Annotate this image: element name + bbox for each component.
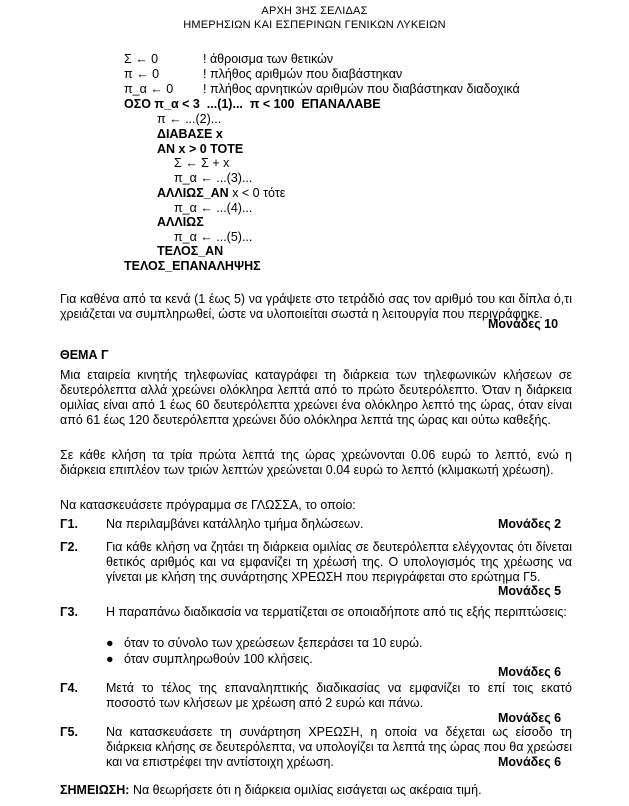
theme-paragraph-2: Σε κάθε κλήση τα τρία πρώτα λεπτά της ώρας χρεώνονται 0.06 ευρώ το λεπτό, ενώ η διάρκεια επιπλέον των τριών λεπτών χρεώνεται 0.04 ευρώ το λεπτό (κλιμακωτή χρέωση). xyxy=(60,448,572,477)
note xyxy=(60,783,600,798)
question-g5-marks: Μονάδες 6 xyxy=(498,755,562,769)
question-g3-bullet-2-text: όταν συμπληρωθούν 100 κλήσεις. xyxy=(124,652,313,666)
code-line-9: π_α ← ...(3)... xyxy=(174,171,253,185)
question-g3-bullet-1-text: όταν το σύνολο των χρεώσεων ξεπεράσει τα 10 ευρώ. xyxy=(124,636,423,650)
code-line-10-keyword: ΑΛΛΙΩΣ_ΑΝ xyxy=(157,186,229,200)
theme-paragraph-3: Να κατασκευάσετε πρόγραμμα σε ΓΛΩΣΣΑ, το οποίο: xyxy=(60,498,356,512)
code-line-2-comment: ! πλήθος αριθμών που διαβάστηκαν xyxy=(203,67,403,81)
page-header-line2: ΗΜΕΡΗΣΙΩΝ ΚΑΙ ΕΣΠΕΡΙΝΩΝ ΓΕΝΙΚΩΝ ΛΥΚΕΙΩΝ xyxy=(183,19,446,31)
code-line-15: ΤΕΛΟΣ_ΕΠΑΝΑΛΗΨΗΣ xyxy=(124,259,261,273)
question-g1-label: Γ1. xyxy=(60,517,78,531)
question-g5-label: Γ5. xyxy=(60,725,78,739)
question-g4-label: Γ4. xyxy=(60,681,78,695)
question-g1-marks: Μονάδες 2 xyxy=(498,517,562,531)
code-line-5: π ← ...(2)... xyxy=(157,112,222,126)
code-line-12: ΑΛΛΙΩΣ xyxy=(157,215,204,229)
bullet-dot-icon: ● xyxy=(106,652,114,666)
code-line-1-comment: ! άθροισμα των θετικών xyxy=(203,52,334,66)
code-line-10 xyxy=(157,186,285,201)
instruction-text: Για καθένα από τα κενά (1 έως 5) να γράψετε στο τετράδιό σας τον αριθμό του και δίπλα ό,τι χρειάζεται να συμπληρωθεί, ώστε να υλοποιείται σωστά η λειτουργία που περιγράφηκε. xyxy=(60,292,572,321)
page-header-line1: ΑΡΧΗ 3ΗΣ ΣΕΛΙΔΑΣ xyxy=(261,5,368,17)
question-g3-text: Η παραπάνω διαδικασία να τερματίζεται σε οποιαδήποτε από τις εξής περιπτώσεις: xyxy=(106,605,567,619)
bullet-dot-icon: ● xyxy=(106,636,114,650)
code-line-7: ΑΝ x > 0 ΤΟΤΕ xyxy=(157,142,244,156)
question-g4-text: Μετά το τέλος της επαναληπτικής διαδικασίας να εμφανίζει το επί τοις εκατό ποσοστό των κλήσεων με χρέωση από 2 ευρώ και πάνω. xyxy=(106,681,572,710)
question-g3-marks: Μονάδες 6 xyxy=(498,665,562,679)
code-line-13: π_α ← ...(5)... xyxy=(174,230,253,244)
question-g3-label: Γ3. xyxy=(60,605,78,619)
question-g1-text: Να περιλαμβάνει κατάλληλο τμήμα δηλώσεων. xyxy=(106,517,364,531)
question-g3-bullet-1 xyxy=(106,636,423,651)
question-g2-text: Για κάθε κλήση να ζητάει τη διάρκεια ομιλίας σε δευτερόλεπτα ελέγχοντας ότι δίνεται θετικός αριθμός και να εμφανίζει τη χρέωσή της. Ο υπολογισμός της χρέωσης να γίνεται με κλήση της συνάρτησης ΧΡΕΩΣΗ που περιγράφεται στο ερώτημα Γ5. xyxy=(106,540,572,584)
question-g3-bullet-2 xyxy=(106,652,313,667)
code-line-1-stmt: Σ ← 0 xyxy=(124,52,159,66)
code-line-3-stmt: π_α ← 0 xyxy=(124,82,174,96)
theme-paragraph-1: Μια εταιρεία κινητής τηλεφωνίας καταγράφει τη διάρκεια των τηλεφωνικών κλήσεων σε δευτερόλεπτα αλλά χρεώνει ολόκληρα λεπτά από το πρώτο δευτερόλεπτο. Όταν η διάρκεια ομιλίας είναι από 1 έως 60 δευτερόλεπτα χρεώνει ένα ολόκληρο λεπτό της ώρας, όταν είναι από 61 έως 120 δευτερόλεπτα χρεώνει δύο ολόκληρα λεπτά της ώρας και ούτω καθεξής. xyxy=(60,368,572,427)
code-line-14: ΤΕΛΟΣ_ΑΝ xyxy=(157,244,224,258)
question-g4-marks: Μονάδες 6 xyxy=(498,711,562,725)
question-g2-marks: Μονάδες 5 xyxy=(498,584,562,598)
note-label: ΣΗΜΕΙΩΣΗ: xyxy=(60,783,130,797)
code-line-11: π_α ← ...(4)... xyxy=(174,201,253,215)
note-text: Να θεωρήσετε ότι η διάρκεια ομιλίας εισάγεται ως ακέραια τιμή. xyxy=(129,783,482,797)
code-line-10-rest: x < 0 τότε xyxy=(228,186,286,200)
code-line-3-comment: ! πλήθος αρνητικών αριθμών που διαβάστηκαν διαδοχικά xyxy=(203,82,520,96)
instruction-marks: Μονάδες 10 xyxy=(488,317,559,331)
code-line-6: ΔΙΑΒΑΣΕ x xyxy=(157,127,223,141)
code-line-2-stmt: π ← 0 xyxy=(124,67,160,81)
code-line-8: Σ ← Σ + x xyxy=(174,156,230,170)
code-line-4: ΟΣΟ π_α < 3 ...(1)... π < 100 ΕΠΑΝΑΛΑΒΕ xyxy=(124,97,381,111)
theme-title: ΘΕΜΑ Γ xyxy=(60,348,109,362)
question-g5-text: Να κατασκευάσετε τη συνάρτηση ΧΡΕΩΣΗ, η οποία να δέχεται ως είσοδο τη διάρκεια κλήσης σε δευτερόλεπτα, να υπολογίζει τα λεπτά της ώρας που θα χρεώσει και να επιστρέφει την αντίστοιχη χρέωση. xyxy=(106,725,572,769)
question-g2-label: Γ2. xyxy=(60,540,78,554)
